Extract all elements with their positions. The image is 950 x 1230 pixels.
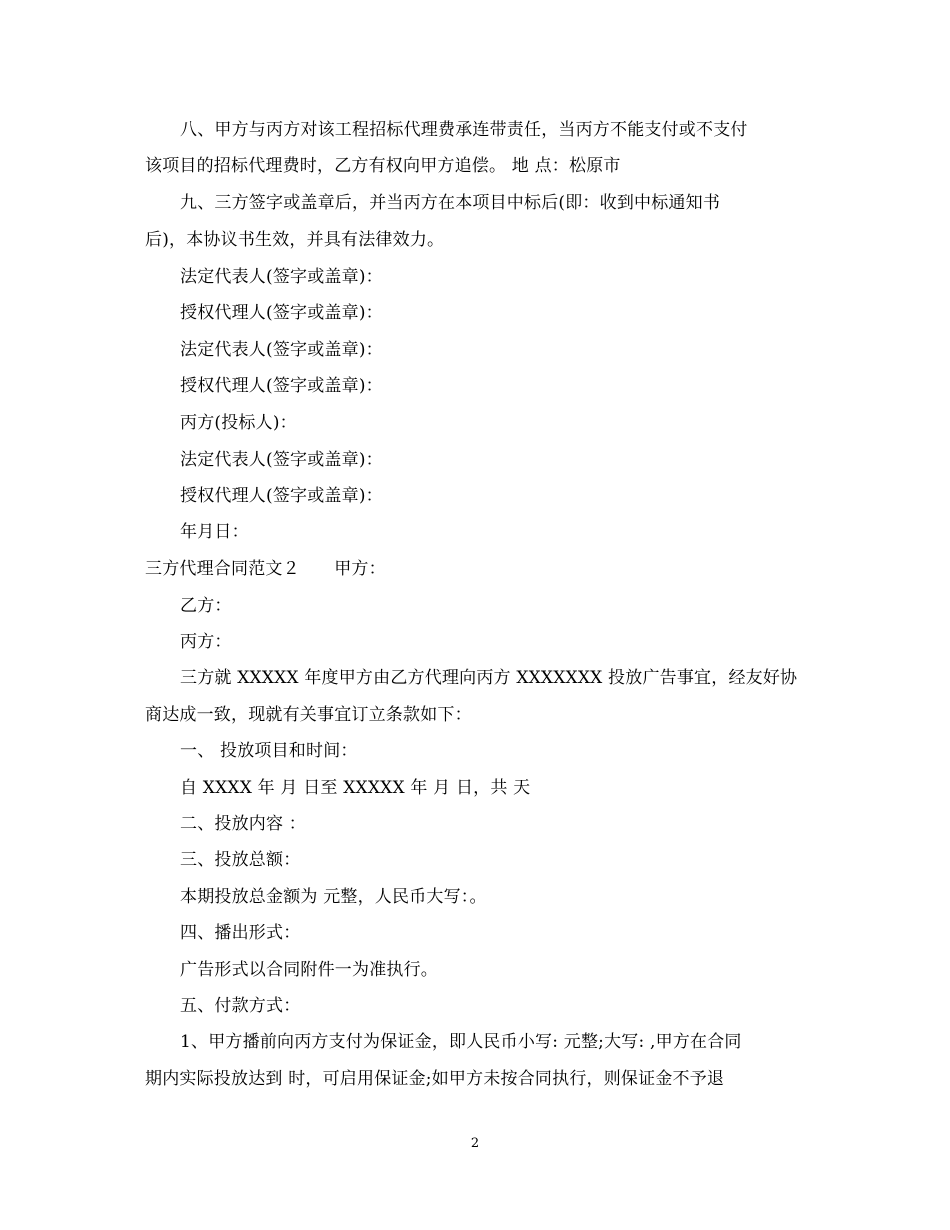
clause-heading: 一、 投放项目和时间： xyxy=(180,741,358,761)
signature-line: 法定代表人(签字或盖章)： xyxy=(180,450,383,470)
date-line: 年月日： xyxy=(180,522,249,542)
paragraph-line: 1、甲方播前向丙方支付为保证金，即人民币小写: 元整;大写: ,甲方在合同 xyxy=(180,1032,742,1052)
paragraph-line: 该项目的招标代理费时，乙方有权向甲方追偿。 地 点：松原市 xyxy=(145,156,621,176)
paragraph-line: 商达成一致，现就有关事宜订立条款如下： xyxy=(145,705,472,725)
page-number: 2 xyxy=(470,1136,480,1151)
paragraph-line: 八、甲方与丙方对该工程招标代理费承连带责任，当丙方不能支付或不支付 xyxy=(180,120,748,140)
section-title: 三方代理合同范文２ 甲方： xyxy=(145,559,386,579)
clause-heading: 三、投放总额： xyxy=(180,850,301,870)
signature-line: 授权代理人(签字或盖章)： xyxy=(180,376,383,396)
party-label: 乙方： xyxy=(180,596,232,616)
paragraph-line: 广告形式以合同附件一为准执行。 xyxy=(180,960,438,980)
paragraph-line: 本期投放总金额为 元整，人民币大写：。 xyxy=(180,887,487,907)
paragraph-line: 三方就 XXXXX 年度甲方由乙方代理向丙方 XXXXXXX 投放广告事宜，经友好协 xyxy=(180,668,798,688)
paragraph-line: 自 XXXX 年 月 日至 XXXXX 年 月 日，共 天 xyxy=(180,778,531,798)
clause-heading: 四、播出形式： xyxy=(180,923,301,943)
paragraph-line: 期内实际投放达到 时，可启用保证金;如甲方未按合同执行，则保证金不予退 xyxy=(145,1069,725,1089)
party-label: 丙方： xyxy=(180,632,232,652)
party-label: 丙方(投标人)： xyxy=(180,413,297,433)
signature-line: 授权代理人(签字或盖章)： xyxy=(180,303,383,323)
signature-line: 法定代表人(签字或盖章)： xyxy=(180,340,383,360)
clause-heading: 二、投放内容 ： xyxy=(180,814,307,834)
paragraph-line: 后)，本协议书生效，并具有法律效力。 xyxy=(145,230,445,250)
paragraph-line: 九、三方签字或盖章后，并当丙方在本项目中标后(即：收到中标通知书 xyxy=(180,193,721,213)
signature-line: 授权代理人(签字或盖章)： xyxy=(180,486,383,506)
clause-heading: 五、付款方式： xyxy=(180,996,301,1016)
signature-line: 法定代表人(签字或盖章)： xyxy=(180,267,383,287)
